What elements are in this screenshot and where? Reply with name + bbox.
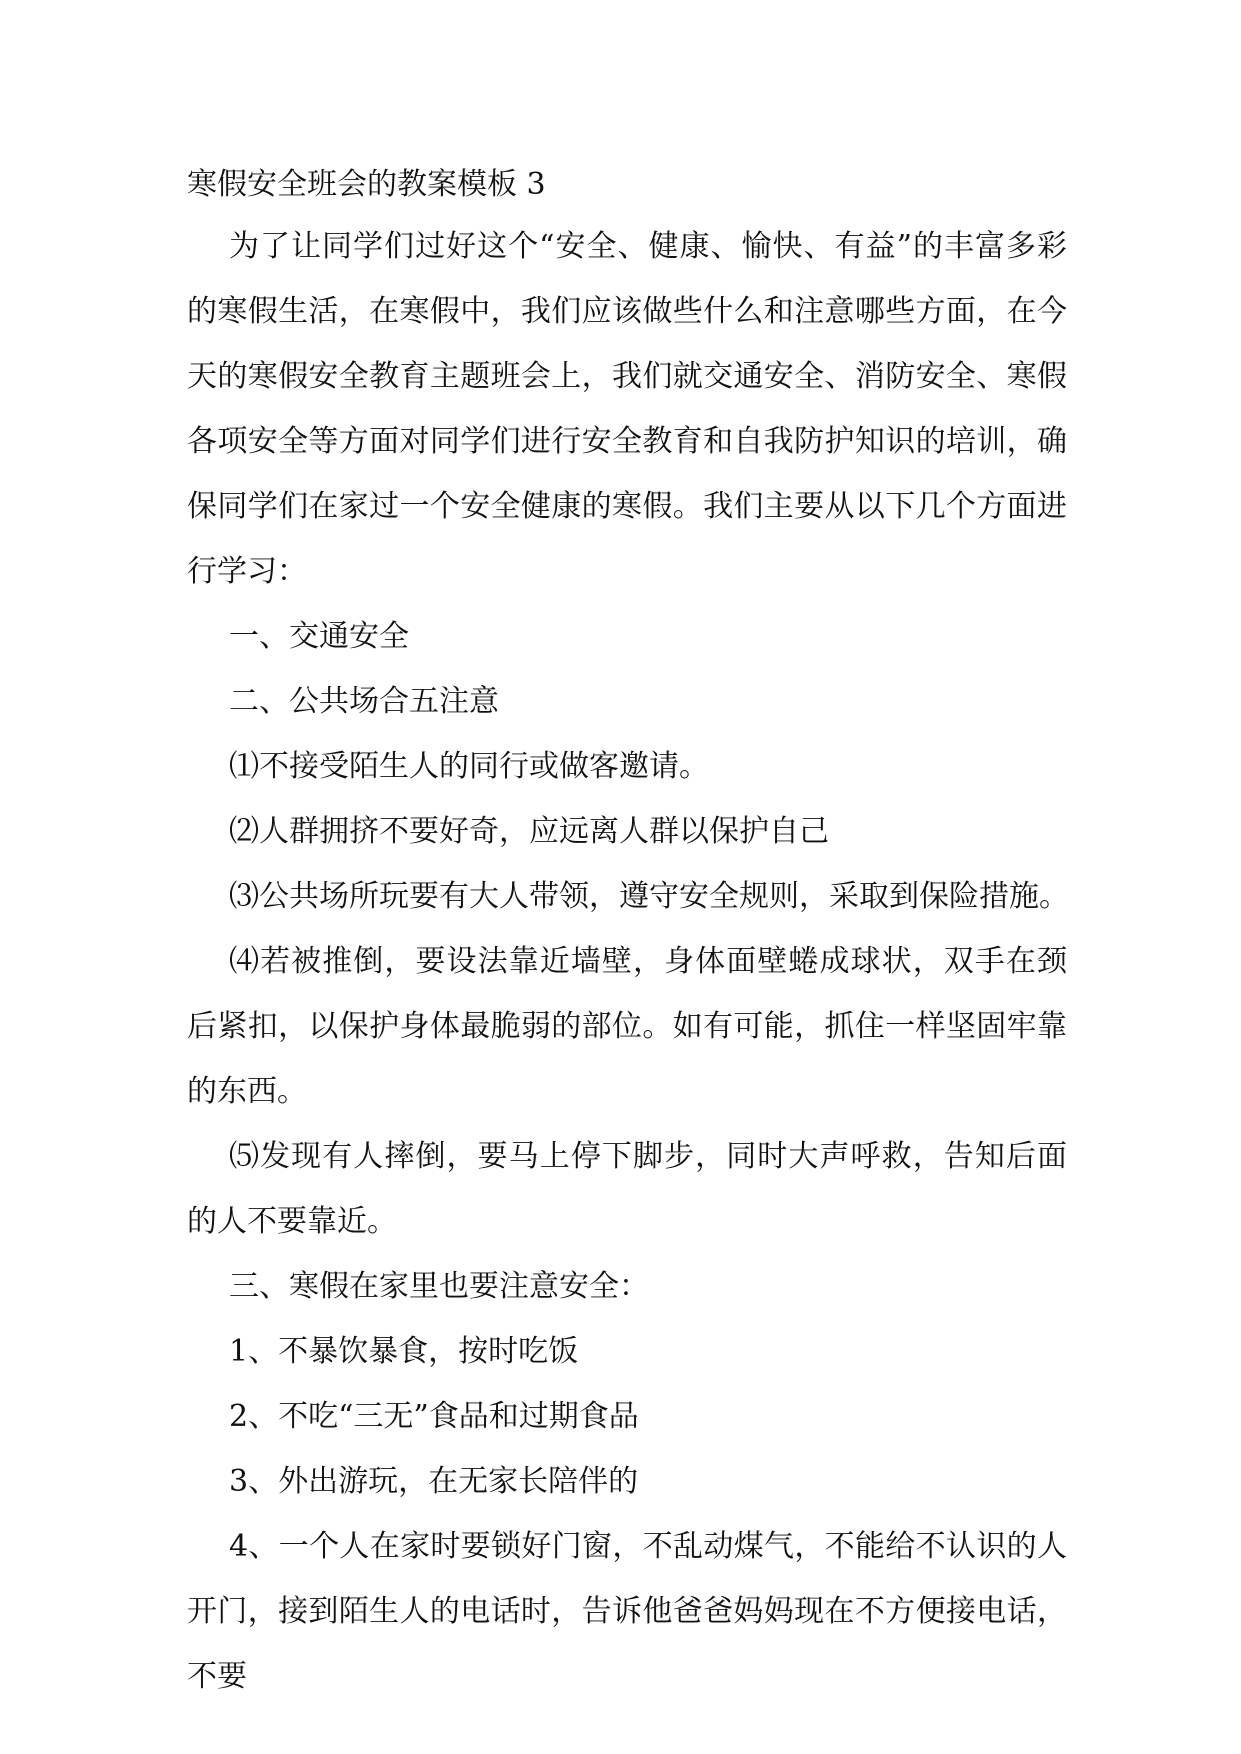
section-heading-public-places: 二、公共场合五注意 bbox=[229, 684, 499, 719]
section-heading-traffic-safety: 一、交通安全 bbox=[229, 619, 409, 654]
home-item-3: 3、外出游玩，在无家长陪伴的 bbox=[229, 1464, 639, 1499]
home-item-1: 1、不暴饮暴食，按时吃饭 bbox=[229, 1334, 579, 1369]
rule-item-1: ⑴不接受陌生人的同行或做客邀请。 bbox=[229, 749, 709, 784]
rule-item-5: ⑸发现有人摔倒，要马上停下脚步，同时大声呼救，告知后面的人不要靠近。 bbox=[187, 1139, 1067, 1239]
home-item-2: 2、不吃“三无”食品和过期食品 bbox=[229, 1399, 639, 1434]
rule-item-2: ⑵人群拥挤不要好奇，应远离人群以保护自己 bbox=[229, 814, 829, 849]
intro-paragraph: 为了让同学们过好这个“安全、健康、愉快、有益”的丰富多彩的寒假生活，在寒假中，我们应该做些什么和注意哪些方面，在今天的寒假安全教育主题班会上，我们就交通安全、消防安全、寒假各项安全等方面对同学们进行安全教育和自我防护知识的培训，确保同学们在家过一个安全健康的寒假。我们主要从以下几个方面进行学习： bbox=[187, 229, 1067, 589]
document-title: 寒假安全班会的教案模板 3 bbox=[187, 167, 546, 202]
section-heading-home-safety: 三、寒假在家里也要注意安全： bbox=[229, 1269, 649, 1304]
document-body bbox=[187, 156, 1067, 1709]
rule-item-3: ⑶公共场所玩要有大人带领，遵守安全规则，采取到保险措施。 bbox=[229, 879, 1069, 914]
home-item-4: 4、一个人在家时要锁好门窗，不乱动煤气，不能给不认识的人开门，接到陌生人的电话时，告诉他爸爸妈妈现在不方便接电话，不要 bbox=[187, 1529, 1067, 1694]
rule-item-4: ⑷若被推倒，要设法靠近墙壁，身体面壁蜷成球状，双手在颈后紧扣，以保护身体最脆弱的部位。如有可能，抓住一样坚固牢靠的东西。 bbox=[187, 944, 1067, 1109]
